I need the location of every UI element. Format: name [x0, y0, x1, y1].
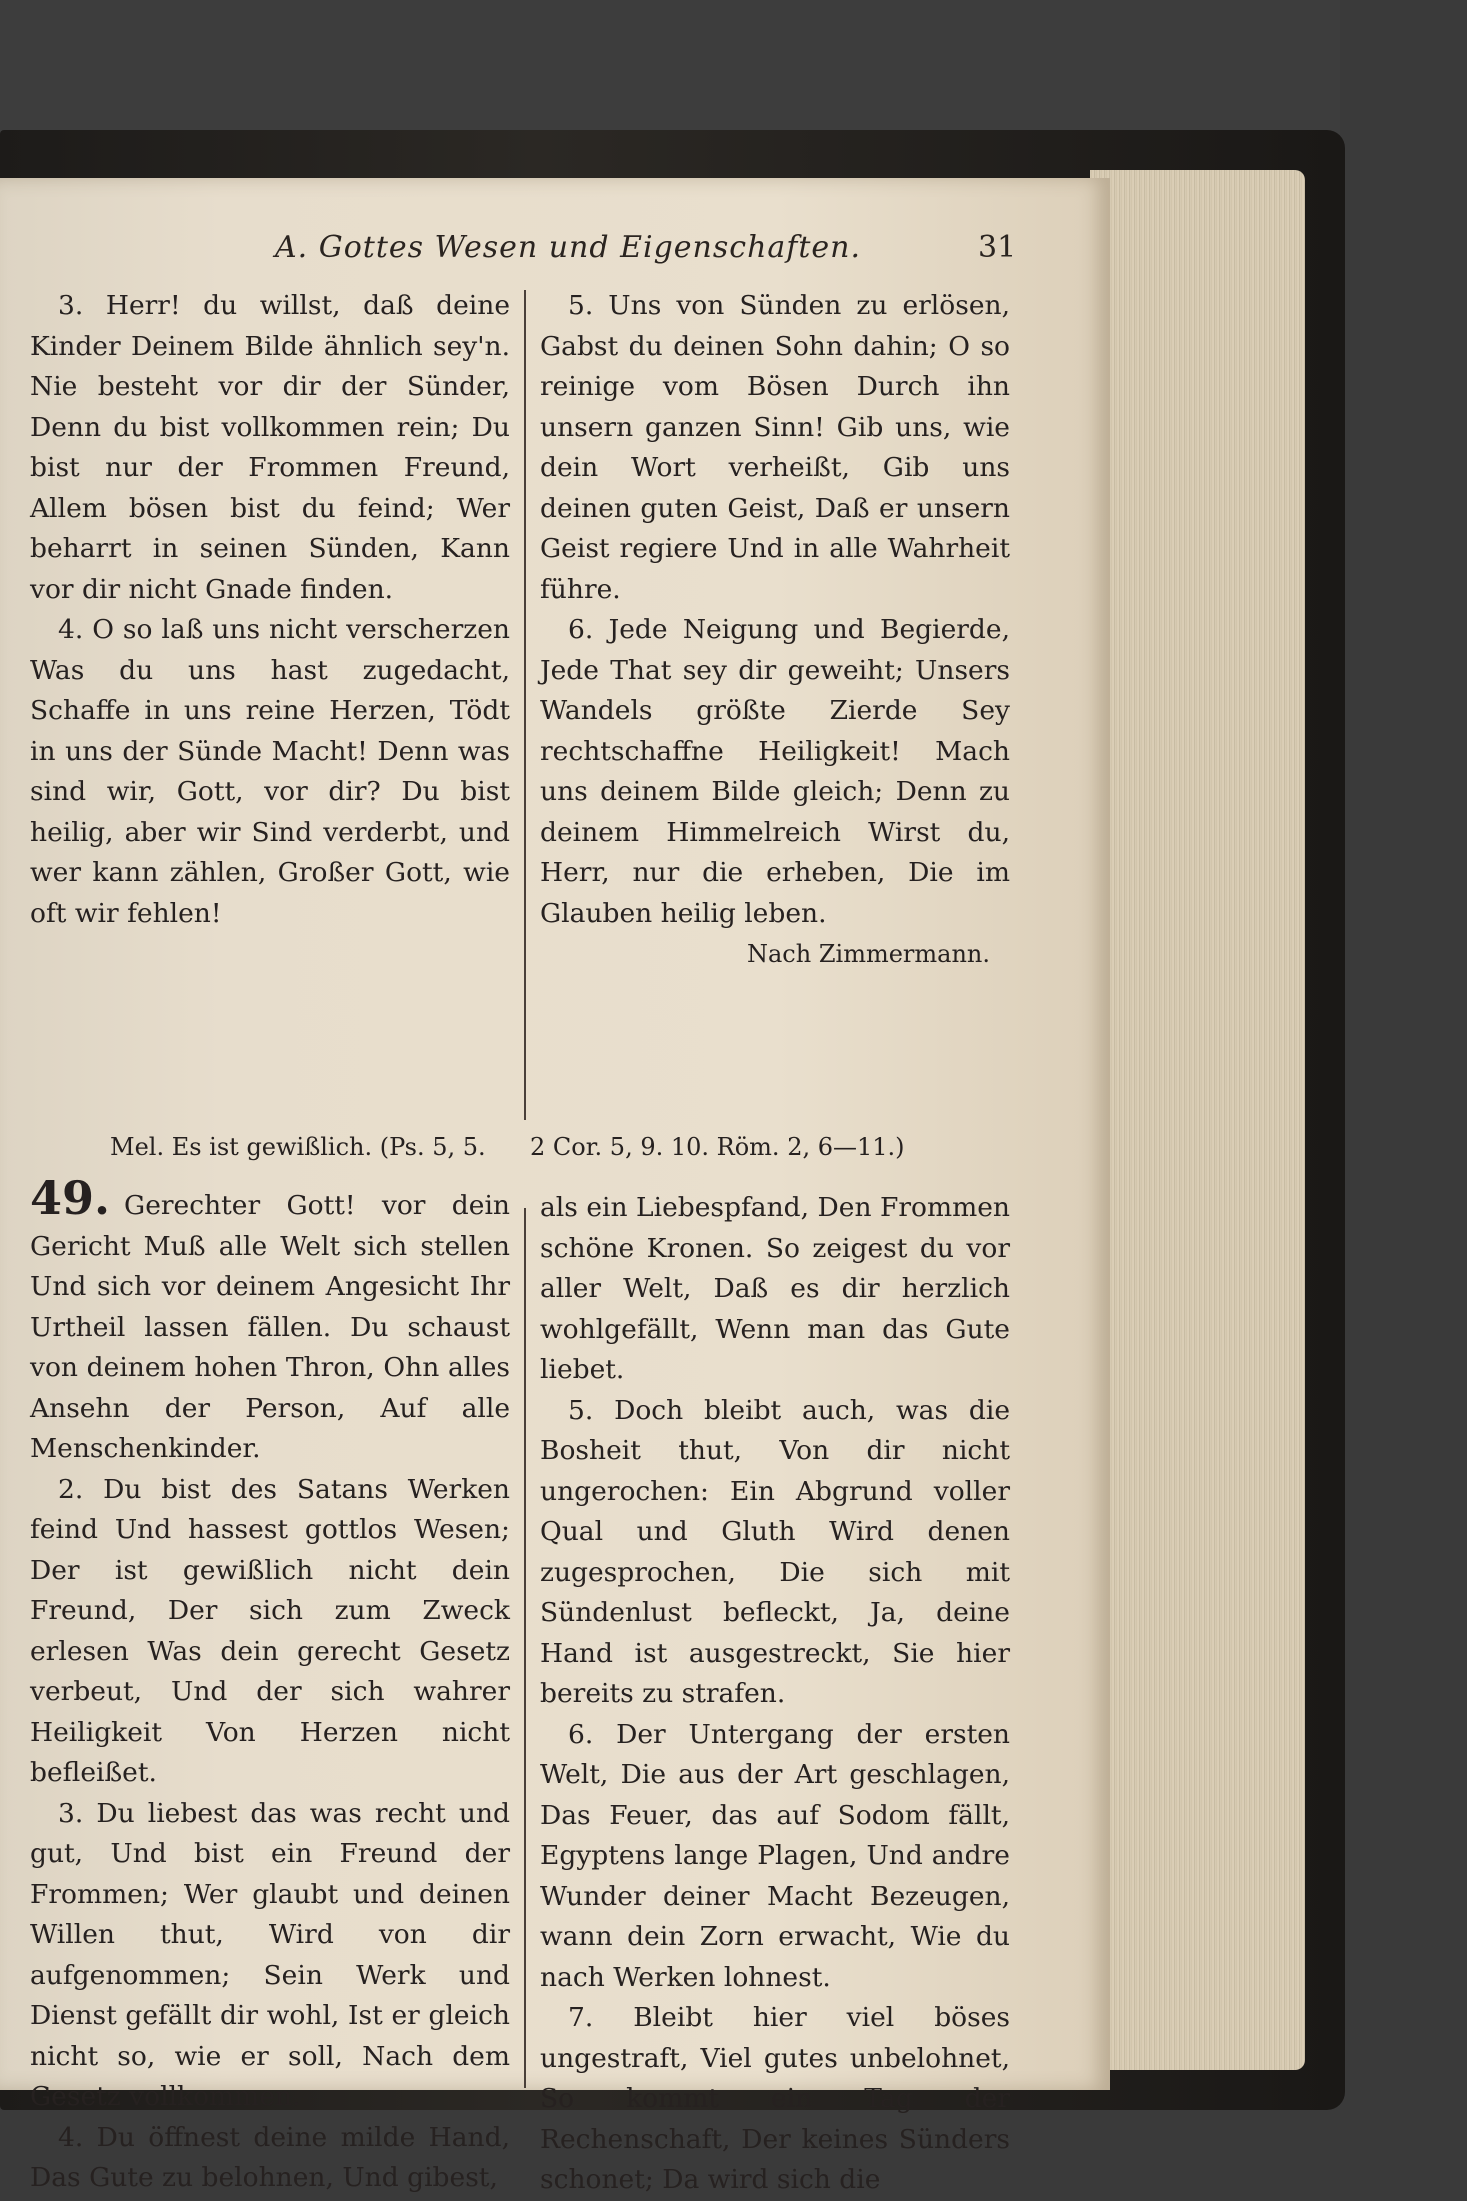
- running-title: A. Gottes Wesen und Eigenschaften.: [275, 230, 862, 265]
- hymn-verse-3: 3. Du liebest das was recht und gut, Und bist ein Freund der Frommen; Wer glaubt und deinen Willen thut, Wird von dir aufgenommen; Sein Werk und Dienst gefällt dir wohl, Ist er gleich nicht so, wie er soll, Nach dem Gesetz vollkommen.: [30, 1797, 510, 2112]
- right-column-top: [540, 286, 1010, 975]
- hymn-first-verse-text: Gerechter Gott! vor dein Gericht Muß alle Welt sich stellen Und sich vor deinem Angesicht Ihr Urtheil lassen fällen. Du schaust von deinem hohen Thron, Ohn alles Ansehn der Person, Auf alle Menschenkinder.: [30, 1190, 510, 1464]
- melody-label: Mel. Es ist gewißlich. (Ps. 5, 5.: [110, 1133, 486, 1161]
- hymn-verse-5: 5. Doch bleibt auch, was die Bosheit thut, Von dir nicht ungerochen: Ein Abgrund voller Qual und Gluth Wird denen zugesprochen, Die sich mit Sündenlust befleckt, Ja, deine Hand ist ausgestreckt, Sie hier bereits zu strafen.: [540, 1394, 1010, 1709]
- hymn-number: 49.: [30, 1171, 111, 1225]
- book-page: [0, 178, 1110, 2195]
- hymn-verse-2: 2. Du bist des Satans Werken feind Und hassest gottlos Wesen; Der ist gewißlich nicht dein Freund, Der sich zum Zweck erlesen Was dein gerecht Gesetz verbeut, Und der sich wahrer Heiligkeit Von Herzen nicht befleißet.: [30, 1473, 510, 1788]
- hymn-verse-4-continued: als ein Liebespfand, Den Frommen schöne Kronen. So zeigest du vor aller Welt, Daß es dir herzlich wohlgefällt, Wenn man das Gute liebet.: [540, 1192, 1010, 1385]
- column-divider: [524, 1208, 526, 2088]
- verse-6: 6. Jede Neigung und Begierde, Jede That sey dir geweiht; Unsers Wandels größte Zierde Sey rechtschaffne Heiligkeit! Mach uns deinem Bilde gleich; Denn zu deinem Himmelreich Wirst du, Herr, nur die erheben, Die im Glauben heilig leben.: [540, 614, 1010, 929]
- scripture-reference: 2 Cor. 5, 9. 10. Röm. 2, 6—11.): [530, 1133, 905, 1161]
- page-edges: [1090, 170, 1305, 2070]
- verse-3: 3. Herr! du willst, daß deine Kinder Deinem Bilde ähnlich sey'n. Nie besteht vor dir der Sünder, Denn du bist vollkommen rein; Du bist nur der Frommen Freund, Allem bösen bist du feind; Wer beharrt in seinen Sünden, Kann vor dir nicht Gnade finden.: [30, 290, 510, 605]
- melody-line: [0, 1133, 1060, 1173]
- backdrop: [0, 0, 1467, 140]
- right-column-bottom: [540, 1188, 1010, 2201]
- hymn-first-verse: [30, 1171, 510, 1470]
- page-header: [0, 230, 1030, 270]
- left-column-bottom: [30, 1171, 510, 2199]
- hymn-verse-6: 6. Der Untergang der ersten Welt, Die aus der Art geschlagen, Das Feuer, das auf Sodom fällt, Egyptens lange Plagen, Und andre Wunder deiner Macht Bezeugen, wann dein Zorn erwacht, Wie du nach Werken lohnest.: [540, 1718, 1010, 1993]
- left-column-top: [30, 286, 510, 934]
- backdrop-right: [1340, 0, 1467, 2137]
- attribution: Nach Zimmermann.: [747, 940, 990, 968]
- verse-5: 5. Uns von Sünden zu erlösen, Gabst du deinen Sohn dahin; O so reinige vom Bösen Durch ihn unsern ganzen Sinn! Gib uns, wie dein Wort verheißt, Gib uns deinen guten Geist, Daß er unsern Geist regiere Und in alle Wahrheit führe.: [540, 290, 1010, 605]
- column-divider: [524, 290, 526, 1120]
- hymn-verse-4: 4. Du öffnest deine milde Hand, Das Gute zu belohnen, Und gibest,: [30, 2121, 510, 2193]
- hymn-verse-7: 7. Bleibt hier viel böses ungestraft, Viel gutes unbelohnet, So kommt ein Tag der Rechenschaft, Der keines Sünders schonet; Da wird sich die: [540, 2002, 1010, 2195]
- verse-4: 4. O so laß uns nicht verscherzen Was du uns hast zugedacht, Schaffe in uns reine Herzen, Tödt in uns der Sünde Macht! Denn was sind wir, Gott, vor dir? Du bist heilig, aber wir Sind verderbt, und wer kann zählen, Großer Gott, wie oft wir fehlen!: [30, 614, 510, 929]
- page-number: 31: [978, 230, 1017, 265]
